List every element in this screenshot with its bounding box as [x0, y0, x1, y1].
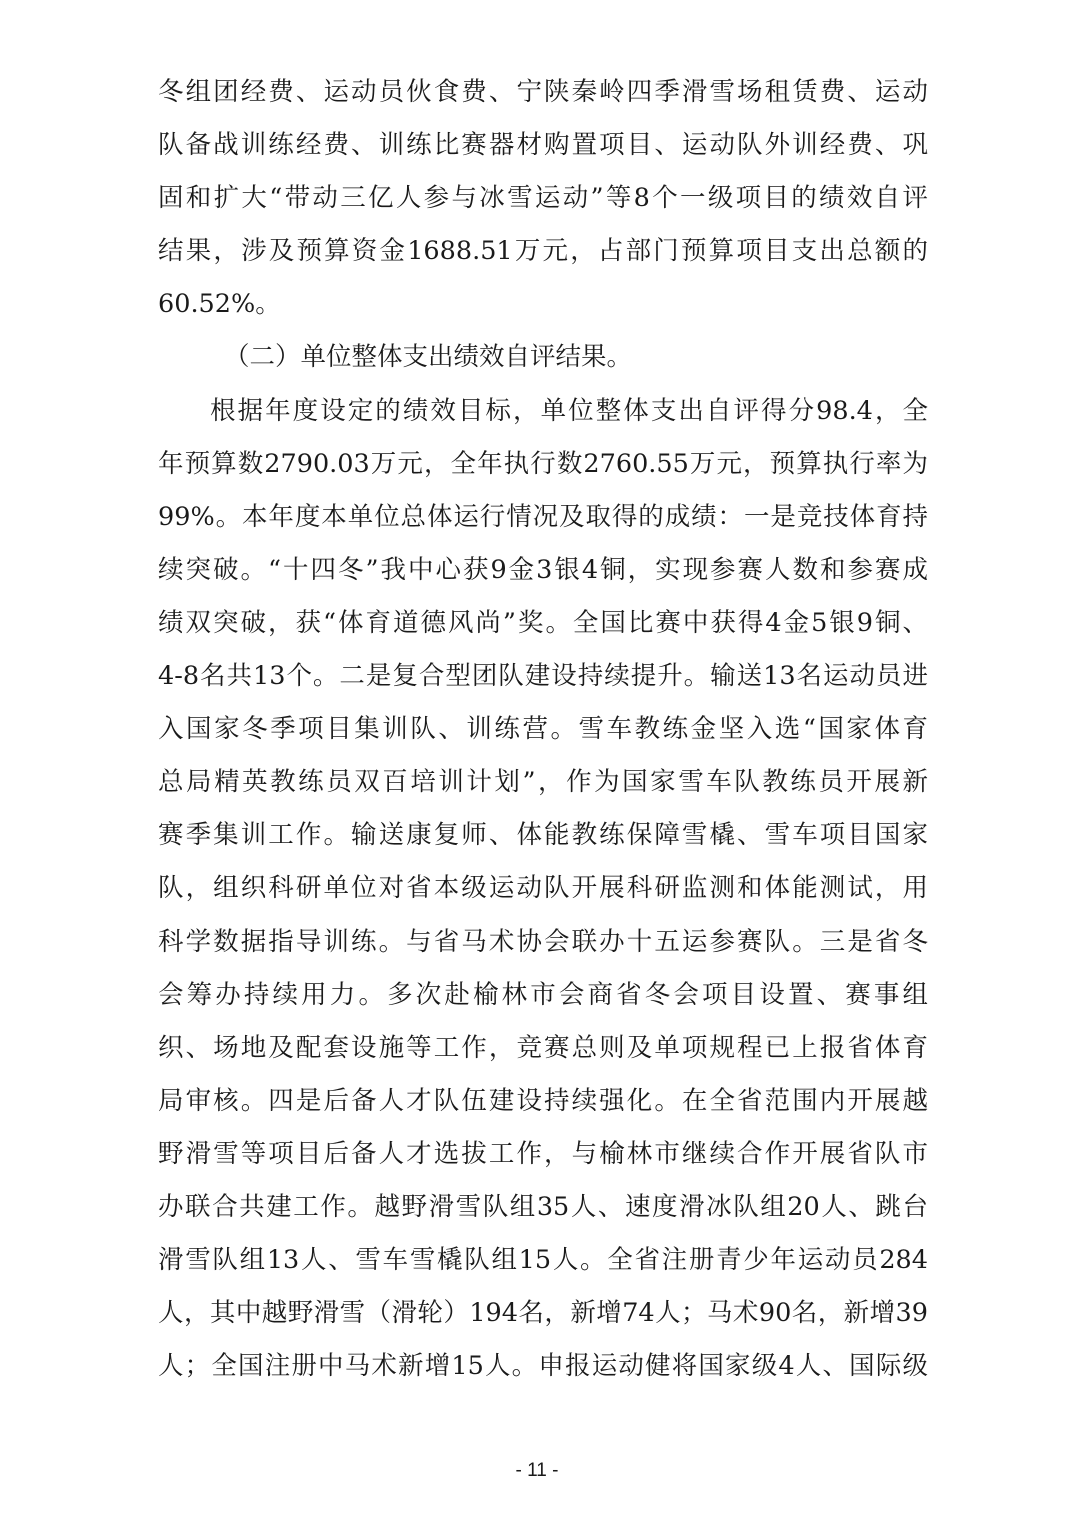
paragraph-line: 织、场地及配套设施等工作，竞赛总则及单项规程已上报省体育	[158, 1032, 928, 1063]
paragraph-line: 年预算数2790.03万元，全年执行数2760.55万元，预算执行率为	[158, 448, 928, 479]
paragraph-line: 会筹办持续用力。多次赴榆林市会商省冬会项目设置、赛事组	[158, 979, 928, 1010]
paragraph-line: 结果，涉及预算资金1688.51万元，占部门预算项目支出总额的	[158, 236, 928, 267]
paragraph-line: 滑雪队组13人、雪车雪橇队组15人。全省注册青少年运动员284	[158, 1245, 928, 1276]
paragraph-line: 续突破。“十四冬”我中心获9金3银4铜，实现参赛人数和参赛成	[158, 554, 928, 585]
paragraph-line: 人；全国注册中马术新增15人。申报运动健将国家级4人、国际级	[158, 1351, 928, 1382]
paragraph-line: 科学数据指导训练。与省马术协会联办十五运参赛队。三是省冬	[158, 926, 928, 957]
paragraph-line: 根据年度设定的绩效目标，单位整体支出自评得分98.4，全	[210, 395, 928, 426]
paragraph-line: 60.52%。	[158, 289, 281, 320]
paragraph-line: 办联合共建工作。越野滑雪队组35人、速度滑冰队组20人、跳台	[158, 1191, 928, 1222]
paragraph-line: 固和扩大“带动三亿人参与冰雪运动”等8个一级项目的绩效自评	[158, 183, 928, 214]
page-number: - 11 -	[515, 1460, 559, 1481]
paragraph-line: 野滑雪等项目后备人才选拔工作，与榆林市继续合作开展省队市	[158, 1138, 928, 1169]
paragraph-line: 99%。本年度本单位总体运行情况及取得的成绩：一是竞技体育持	[158, 501, 928, 532]
paragraph-line: 队，组织科研单位对省本级运动队开展科研监测和体能测试，用	[158, 873, 928, 904]
paragraph-line: 入国家冬季项目集训队、训练营。雪车教练金坚入选“国家体育	[158, 714, 928, 745]
paragraph-line: 冬组团经费、运动员伙食费、宁陕秦岭四季滑雪场租赁费、运动	[158, 77, 928, 107]
paragraph-line: 队备战训练经费、训练比赛器材购置项目、运动队外训经费、巩	[158, 130, 928, 161]
section-heading: （二）单位整体支出绩效自评结果。	[224, 342, 633, 373]
paragraph-line: 局审核。四是后备人才队伍建设持续强化。在全省范围内开展越	[158, 1085, 928, 1116]
paragraph-line: 人，其中越野滑雪（滑轮）194名，新增74人；马术90名，新增39	[158, 1298, 928, 1329]
paragraph-line: 绩双突破，获“体育道德风尚”奖。全国比赛中获得4金5银9铜、	[158, 607, 928, 638]
paragraph-line: 总局精英教练员双百培训计划”，作为国家雪车队教练员开展新	[158, 767, 928, 798]
paragraph-line: 4-8名共13个。二是复合型团队建设持续提升。输送13名运动员进	[158, 661, 928, 692]
body-text	[158, 66, 928, 1393]
paragraph-line: 赛季集训工作。输送康复师、体能教练保障雪橇、雪车项目国家	[158, 820, 928, 851]
